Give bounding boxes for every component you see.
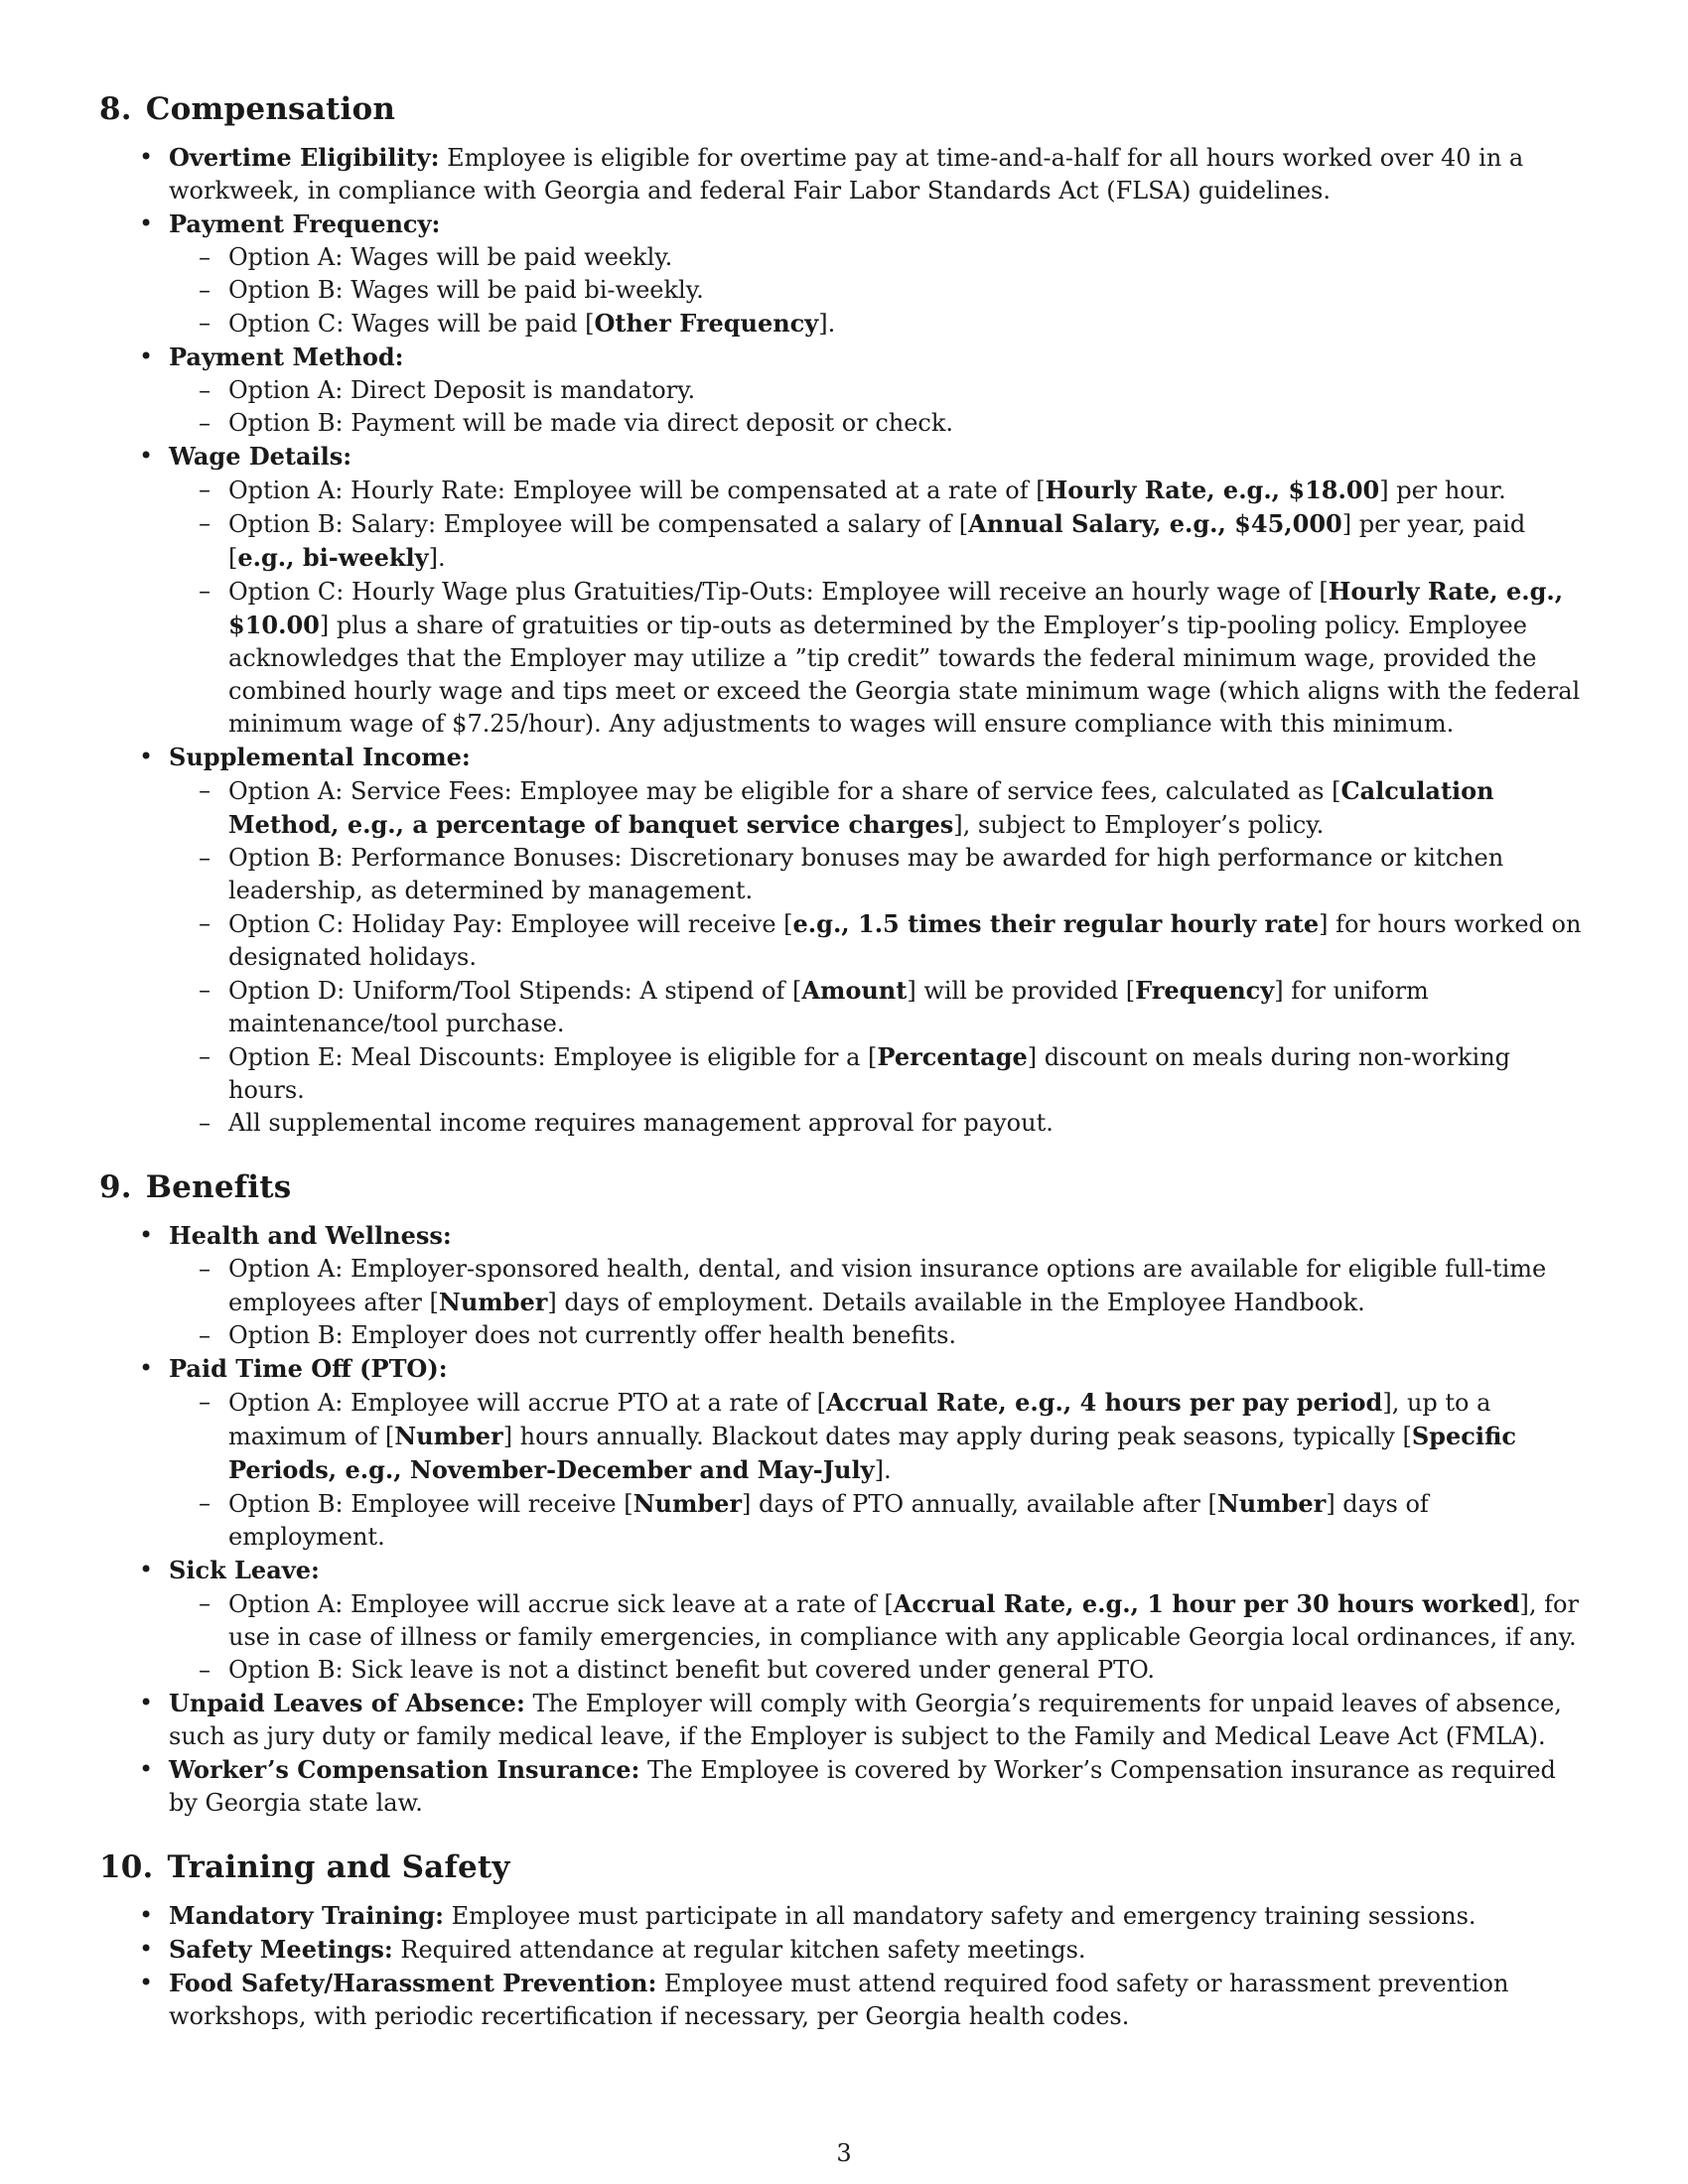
option-text: ], for use in case of illness or family emergencies, in compliance with any applicable Georgia local ordinances, if any. bbox=[228, 1590, 1579, 1651]
option-text: ] for uniform maintenance/tool purchase. bbox=[228, 977, 1429, 1037]
option-list bbox=[169, 1587, 1589, 1687]
option-text: Option A: Service Fees: Employee may be eligible for a share of service fees, calculated as [ bbox=[228, 777, 1341, 805]
option-item bbox=[228, 374, 1589, 407]
option-text: Option A: Employee will accrue sick leave at a rate of [ bbox=[228, 1590, 894, 1618]
option-text: Option B: Wages will be paid bi-weekly. bbox=[228, 276, 704, 304]
option-text: All supplemental income requires management approval for payout. bbox=[228, 1109, 1054, 1137]
option-item bbox=[228, 241, 1589, 274]
option-item bbox=[228, 974, 1589, 1040]
list-item bbox=[169, 1933, 1589, 1967]
option-item bbox=[228, 307, 1589, 341]
option-list bbox=[169, 241, 1589, 341]
option-text: ]. bbox=[818, 310, 836, 338]
placeholder-field: Accrual Rate, e.g., 1 hour per 30 hours worked bbox=[893, 1589, 1520, 1618]
option-item bbox=[228, 842, 1589, 907]
option-item bbox=[228, 1587, 1589, 1654]
option-text: Option B: Performance Bonuses: Discretionary bonuses may be awarded for high performance or kitchen leadership, as determined by management. bbox=[228, 844, 1504, 904]
list-item bbox=[169, 1352, 1589, 1554]
placeholder-field: Hourly Rate, e.g., $10.00 bbox=[228, 577, 1564, 639]
option-text: ] per year, paid [ bbox=[228, 510, 1526, 572]
placeholder-field: Annual Salary, e.g., $45,000 bbox=[968, 509, 1342, 538]
item-label: Worker’s Compensation Insurance: bbox=[169, 1755, 640, 1784]
item-label: Paid Time Off (PTO): bbox=[169, 1354, 448, 1383]
option-list bbox=[169, 774, 1589, 1140]
document-page bbox=[99, 91, 1589, 2063]
item-text: Required attendance at regular kitchen safety meetings. bbox=[392, 1936, 1086, 1964]
option-text: Option A: Employer-sponsored health, dental, and vision insurance options are available for eligible full-time employees after [ bbox=[228, 1255, 1547, 1316]
item-label: Payment Method: bbox=[169, 342, 404, 371]
section-number: 9. bbox=[99, 1169, 132, 1205]
option-text: ] per hour. bbox=[1379, 477, 1506, 504]
option-text: Option A: Direct Deposit is mandatory. bbox=[228, 376, 696, 404]
placeholder-field: Number bbox=[1216, 1489, 1327, 1518]
list-item bbox=[169, 1219, 1589, 1352]
option-text: Option B: Employer does not currently offer health benefits. bbox=[228, 1321, 957, 1349]
option-text: Option E: Meal Discounts: Employee is eligible for a [ bbox=[228, 1043, 878, 1071]
option-text: Option A: Employee will accrue PTO at a rate of [ bbox=[228, 1389, 827, 1417]
section-number: 10. bbox=[99, 1849, 154, 1885]
item-label: Wage Details: bbox=[169, 442, 352, 471]
option-text: ] days of employment. bbox=[228, 1490, 1429, 1551]
option-item bbox=[228, 1386, 1589, 1487]
section-number: 8. bbox=[99, 91, 132, 127]
placeholder-field: e.g., 1.5 times their regular hourly rate bbox=[792, 909, 1320, 938]
option-item bbox=[228, 1487, 1589, 1554]
option-item bbox=[228, 907, 1589, 974]
option-list bbox=[169, 374, 1589, 440]
list-item bbox=[169, 1687, 1589, 1753]
option-text: Option B: Sick leave is not a distinct benefit but covered under general PTO. bbox=[228, 1656, 1156, 1684]
item-text: The Employee is covered by Worker’s Compensation insurance as required by Georgia state law. bbox=[169, 1756, 1556, 1817]
item-text: Employee must participate in all mandatory safety and emergency training sessions. bbox=[444, 1902, 1477, 1930]
option-text: Option C: Holiday Pay: Employee will receive [ bbox=[228, 910, 793, 938]
option-text: ] for hours worked on designated holidays. bbox=[228, 910, 1582, 971]
option-item bbox=[228, 507, 1589, 575]
placeholder-field: Calculation Method, e.g., a percentage of banquet service charges bbox=[228, 776, 1494, 839]
item-label: Sick Leave: bbox=[169, 1556, 320, 1584]
section-title: Benefits bbox=[145, 1169, 292, 1205]
option-text: Option A: Hourly Rate: Employee will be compensated at a rate of [ bbox=[228, 477, 1046, 504]
placeholder-field: e.g., bi-weekly bbox=[237, 543, 429, 572]
page-number: 3 bbox=[836, 2139, 852, 2167]
option-text: ]. bbox=[874, 1456, 892, 1484]
list-item bbox=[169, 1554, 1589, 1687]
section-title: Compensation bbox=[145, 91, 396, 127]
option-text: ] days of PTO annually, available after [ bbox=[742, 1490, 1217, 1518]
option-text: ], up to a maximum of [ bbox=[228, 1389, 1491, 1450]
list-item bbox=[169, 1899, 1589, 1933]
placeholder-field: Number bbox=[438, 1288, 548, 1316]
item-label: Overtime Eligibility: bbox=[169, 143, 440, 172]
item-label: Mandatory Training: bbox=[169, 1901, 445, 1930]
placeholder-field: Amount bbox=[801, 976, 908, 1005]
option-text: ] days of employment. Details available in the Employee Handbook. bbox=[547, 1289, 1365, 1316]
section-benefits bbox=[99, 1169, 1589, 1820]
option-text: ]. bbox=[428, 544, 446, 572]
item-label: Payment Frequency: bbox=[169, 209, 441, 238]
option-text: ], subject to Employer’s policy. bbox=[953, 811, 1325, 839]
placeholder-field: Accrual Rate, e.g., 4 hours per pay period bbox=[826, 1388, 1383, 1417]
item-label: Unpaid Leaves of Absence: bbox=[169, 1689, 525, 1717]
option-text: Option B: Salary: Employee will be compensated a salary of [ bbox=[228, 510, 969, 538]
section-heading bbox=[99, 91, 1589, 127]
option-text: Option A: Wages will be paid weekly. bbox=[228, 243, 673, 271]
bullet-list bbox=[99, 1219, 1589, 1820]
option-text: Option C: Hourly Wage plus Gratuities/Tip-Outs: Employee will receive an hourly wage of [ bbox=[228, 578, 1329, 606]
placeholder-field: Specific Periods, e.g., November-December and May-July bbox=[228, 1422, 1517, 1484]
list-item bbox=[169, 741, 1589, 1140]
list-item bbox=[169, 1967, 1589, 2033]
option-item bbox=[228, 1319, 1589, 1352]
section-training-and-safety bbox=[99, 1849, 1589, 2033]
option-list bbox=[169, 474, 1589, 741]
list-item bbox=[169, 1753, 1589, 1820]
option-text: ] plus a share of gratuities or tip-outs as determined by the Employer’s tip-pooling policy. Employee acknowledges that the Employer may utilize a ”tip credit” towards the federal minimum wage, provided the combined hourly wage and tips meet or exceed the Georgia state minimum wage (which aligns with the federal minimum wage of $7.25/hour). Any adjustments to wages will ensure compliance with this minimum. bbox=[228, 612, 1581, 738]
option-item bbox=[228, 1040, 1589, 1107]
section-compensation bbox=[99, 91, 1589, 1140]
option-text: Option C: Wages will be paid [ bbox=[228, 310, 595, 338]
item-text: Employee must attend required food safety or harassment prevention workshops, with periodic recertification if necessary, per Georgia health codes. bbox=[169, 1970, 1509, 2030]
option-text: ] will be provided [ bbox=[907, 977, 1136, 1005]
section-title: Training and Safety bbox=[167, 1849, 510, 1885]
item-label: Food Safety/Harassment Prevention: bbox=[169, 1969, 657, 1997]
list-item bbox=[169, 141, 1589, 207]
item-label: Safety Meetings: bbox=[169, 1935, 393, 1964]
option-text: ] hours annually. Blackout dates may apply during peak seasons, typically [ bbox=[502, 1423, 1412, 1450]
option-item bbox=[228, 774, 1589, 842]
placeholder-field: Hourly Rate, e.g., $18.00 bbox=[1045, 476, 1380, 504]
option-text: Option D: Uniform/Tool Stipends: A stipend of [ bbox=[228, 977, 802, 1005]
placeholder-field: Number bbox=[394, 1422, 503, 1450]
placeholder-field: Frequency bbox=[1135, 976, 1275, 1005]
item-text: The Employer will comply with Georgia’s requirements for unpaid leaves of absence, such as jury duty or family medical leave, if the Employer is subject to the Family and Medical Leave Act (FMLA). bbox=[169, 1690, 1562, 1750]
list-item bbox=[169, 341, 1589, 440]
item-label: Health and Wellness: bbox=[169, 1221, 452, 1250]
option-item bbox=[228, 1107, 1589, 1140]
section-heading bbox=[99, 1169, 1589, 1205]
option-item bbox=[228, 1253, 1589, 1319]
option-text: Option B: Employee will receive [ bbox=[228, 1490, 633, 1518]
item-label: Supplemental Income: bbox=[169, 743, 471, 771]
option-item bbox=[228, 474, 1589, 507]
placeholder-field: Percentage bbox=[877, 1042, 1028, 1071]
section-heading bbox=[99, 1849, 1589, 1885]
bullet-list bbox=[99, 141, 1589, 1140]
option-text: Option B: Payment will be made via direct deposit or check. bbox=[228, 409, 954, 437]
option-list bbox=[169, 1386, 1589, 1554]
list-item bbox=[169, 207, 1589, 341]
option-item bbox=[228, 575, 1589, 741]
option-list bbox=[169, 1253, 1589, 1352]
placeholder-field: Number bbox=[633, 1489, 743, 1518]
bullet-list bbox=[99, 1899, 1589, 2033]
list-item bbox=[169, 440, 1589, 741]
option-item bbox=[228, 1654, 1589, 1687]
option-item bbox=[228, 407, 1589, 440]
item-text: Employee is eligible for overtime pay at time-and-a-half for all hours worked over 40 in a workweek, in compliance with Georgia and federal Fair Labor Standards Act (FLSA) guidelines. bbox=[169, 144, 1524, 205]
option-text: ] discount on meals during non-working hours. bbox=[228, 1043, 1511, 1104]
placeholder-field: Other Frequency bbox=[594, 309, 819, 338]
option-item bbox=[228, 274, 1589, 307]
